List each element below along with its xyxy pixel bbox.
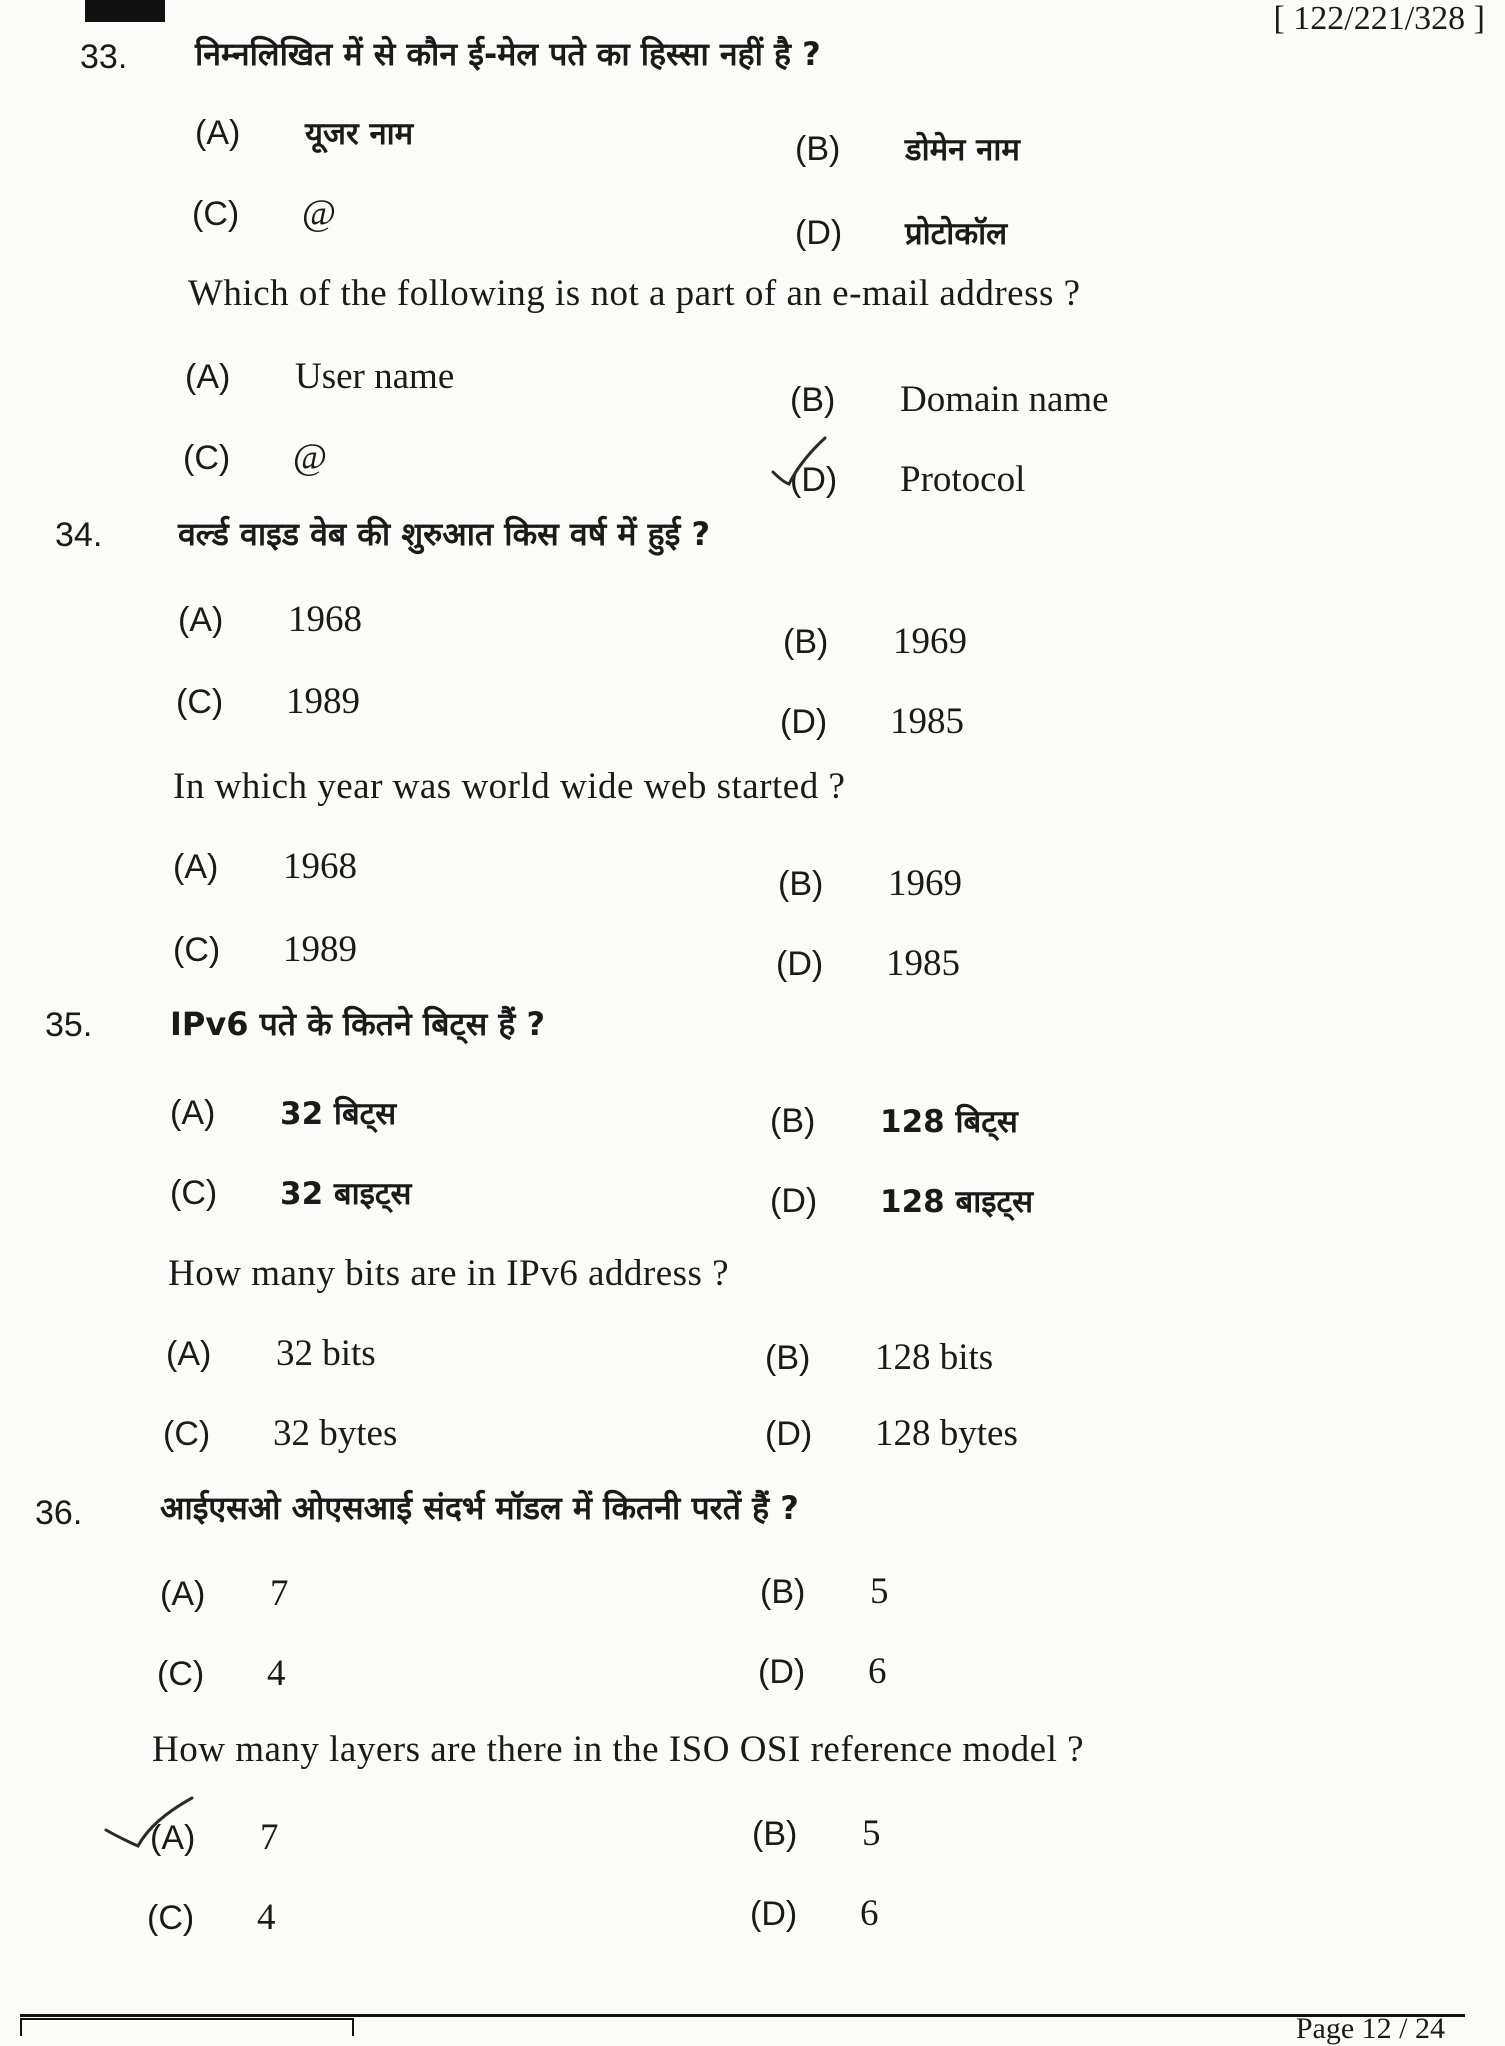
question-text-english: In which year was world wide web started ? <box>173 766 846 807</box>
option-d-english: (D) 128 bytes <box>765 1413 1018 1454</box>
option-a-english: (A) User name <box>185 356 455 397</box>
option-b-english: (B) Domain name <box>790 379 1109 420</box>
option-b-hindi: (B) 128 बिट्स <box>770 1102 1018 1140</box>
corner-tab <box>85 0 165 22</box>
option-c-hindi: (C) 32 बाइट्स <box>170 1174 412 1212</box>
question-number: 35. <box>45 1006 93 1044</box>
question-number: 34. <box>55 516 103 554</box>
question-number: 33. <box>80 38 128 76</box>
option-b-hindi: (B) 1969 <box>783 621 967 662</box>
footer-code-box <box>20 2018 354 2036</box>
pencil-tick-mark-icon <box>765 430 835 500</box>
option-a-english: (A) 1968 <box>173 846 357 887</box>
question-text-english: How many layers are there in the ISO OSI reference model ? <box>152 1729 1085 1770</box>
option-b-english: (B) 5 <box>752 1813 881 1854</box>
option-a-hindi: (A) 7 <box>160 1573 289 1614</box>
option-c-english: (C) 4 <box>147 1897 276 1938</box>
option-b-hindi: (B) डोमेन नाम <box>795 130 1020 168</box>
question-text-english: How many bits are in IPv6 address ? <box>168 1253 730 1294</box>
question-text-hindi: आईएसओ ओएसआई संदर्भ मॉडल में कितनी परतें हैं ? <box>160 1489 799 1527</box>
option-d-english: (D) 1985 <box>776 943 960 984</box>
option-a-hindi: (A) 32 बिट्स <box>170 1094 397 1132</box>
option-c-hindi: (C) 1989 <box>176 681 360 722</box>
question-number: 36. <box>35 1494 83 1532</box>
option-d-english: (D) 6 <box>750 1893 879 1934</box>
pencil-tick-mark-icon <box>100 1790 200 1860</box>
option-d-hindi: (D) प्रोटोकॉल <box>795 214 1008 252</box>
footer-rule <box>20 2014 1465 2017</box>
option-a-english: (A) 7 <box>150 1817 279 1858</box>
option-a-english: (A) 32 bits <box>166 1333 376 1374</box>
option-d-hindi: (D) 1985 <box>780 701 964 742</box>
option-c-hindi: (C) @ <box>192 193 337 234</box>
option-c-english: (C) 1989 <box>173 929 357 970</box>
option-c-english: (C) 32 bytes <box>163 1413 398 1454</box>
option-b-english: (B) 1969 <box>778 863 962 904</box>
option-a-hindi: (A) यूजर नाम <box>195 114 414 152</box>
option-c-hindi: (C) 4 <box>157 1653 286 1694</box>
option-b-english: (B) 128 bits <box>765 1337 994 1378</box>
question-text-hindi: IPv6 पते के कितने बिट्स हैं ? <box>170 1005 546 1043</box>
question-text-hindi: निम्नलिखित में से कौन ई-मेल पते का हिस्सा नहीं है ? <box>195 35 821 73</box>
option-a-hindi: (A) 1968 <box>178 599 362 640</box>
paper-code: [ 122/221/328 ] <box>1273 0 1485 37</box>
option-c-english: (C) @ <box>183 437 328 478</box>
question-text-english: Which of the following is not a part of an e-mail address ? <box>188 273 1081 314</box>
question-text-hindi: वर्ल्ड वाइड वेब की शुरुआत किस वर्ष में हुई ? <box>178 515 711 553</box>
option-d-english: (D) Protocol <box>790 459 1026 500</box>
option-d-hindi: (D) 6 <box>758 1651 887 1692</box>
page-number: Page 12 / 24 <box>1295 2012 1445 2045</box>
option-d-hindi: (D) 128 बाइट्स <box>770 1182 1034 1220</box>
option-b-hindi: (B) 5 <box>760 1571 889 1612</box>
